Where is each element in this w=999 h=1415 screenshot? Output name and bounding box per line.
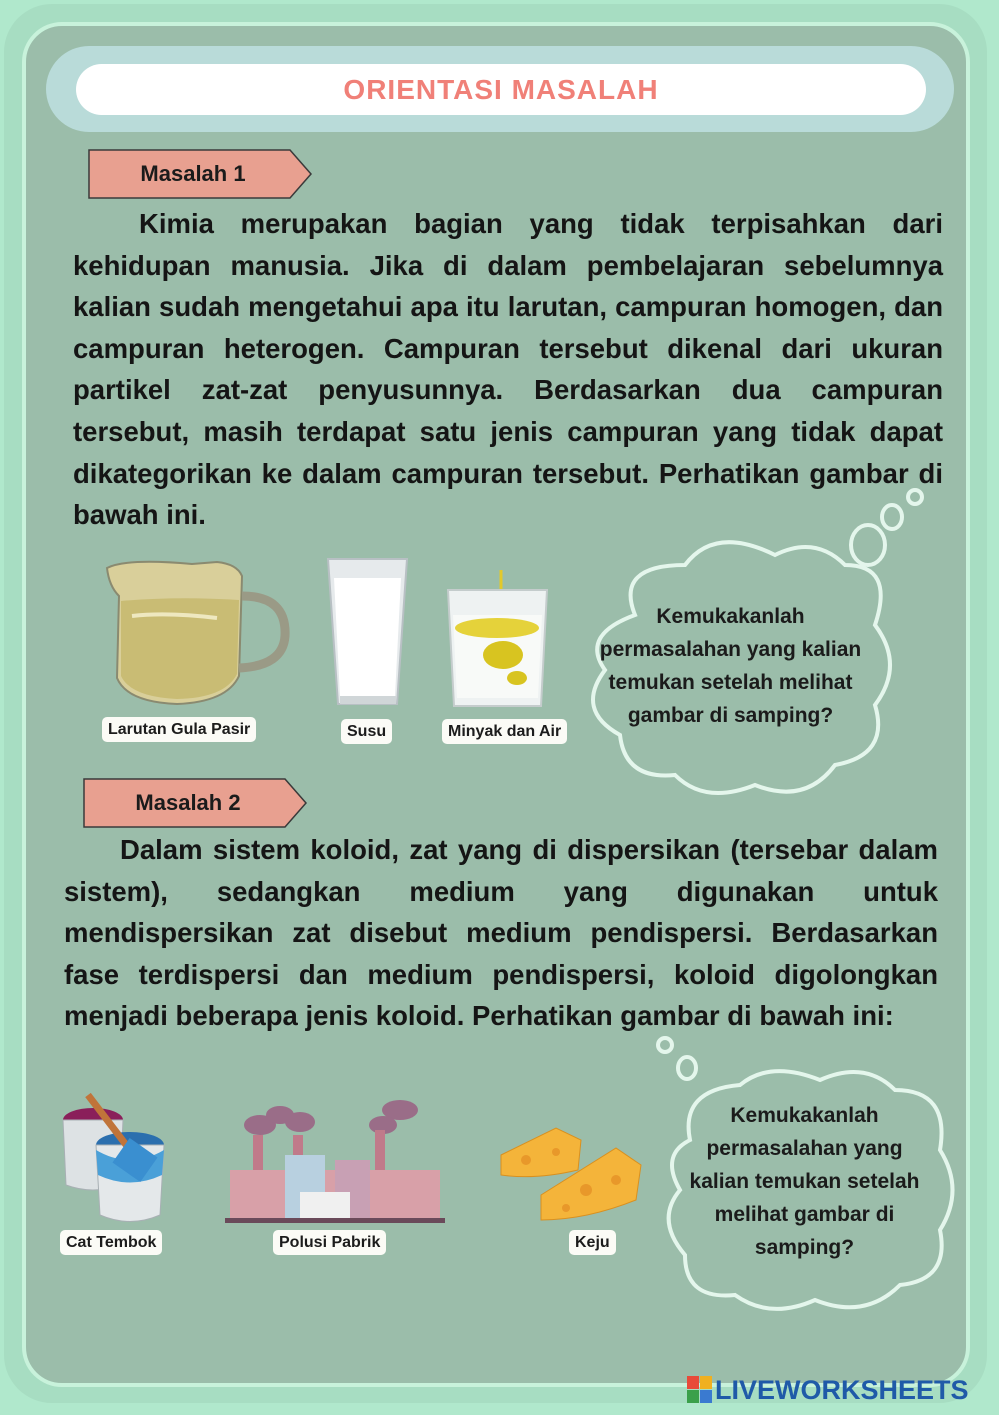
cheese-image bbox=[496, 1120, 646, 1235]
caption-factory-pollution: Polusi Pabrik bbox=[273, 1230, 386, 1255]
liveworksheets-logo bbox=[687, 1375, 987, 1405]
caption-milk: Susu bbox=[341, 719, 392, 744]
wall-paint-image bbox=[60, 1090, 175, 1230]
factory-pollution-image bbox=[225, 1100, 445, 1230]
caption-sugar-solution: Larutan Gula Pasir bbox=[102, 717, 256, 742]
title-pill bbox=[76, 64, 926, 115]
page-title: ORIENTASI MASALAH bbox=[343, 74, 659, 105]
caption-cheese: Keju bbox=[569, 1230, 616, 1255]
problem-2-tag bbox=[83, 778, 308, 828]
problem-1-tag bbox=[88, 149, 313, 199]
problem-2-paragraph: Dalam sistem koloid, zat yang di dispersikan (tersebar dalam sistem), sedangkan medium yang digunakan untuk mendispersikan zat disebut medium pendispersi. Berdasarkan fase terdispersi dan medium pendispersi, koloid digolongkan menjadi beberapa jenis koloid. Perhatikan gambar di bawah ini: bbox=[64, 834, 938, 1032]
oil-water-glass-image bbox=[445, 570, 550, 715]
problem-1-paragraph: Kimia merupakan bagian yang tidak terpisahkan dari kehidupan manusia. Jika di dalam pembelajaran sebelumnya kalian sudah mengetahui apa itu larutan, campuran homogen, dan campuran heterogen. Campuran tersebut dikenal dari ukuran partikel zat-zat penyusunnya. Berdasarkan dua campuran tersebut, masih terdapat satu jenis campuran yang tidak dapat dikategorikan ke dalam campuran tersebut. Perhatikan gambar di bawah ini. bbox=[73, 208, 943, 531]
liveworksheets-icon bbox=[687, 1376, 713, 1404]
thought-cloud-2-text: Kemukakanlah permasalahan yang kalian temukan setelah melihat gambar di samping? bbox=[689, 1104, 920, 1259]
caption-wall-paint: Cat Tembok bbox=[60, 1230, 162, 1255]
milk-glass-image bbox=[325, 556, 410, 716]
problem-2-tag-label: Masalah 2 bbox=[135, 790, 241, 815]
sugar-solution-image bbox=[97, 556, 292, 711]
thought-cloud-1-text: Kemukakanlah permasalahan yang kalian temukan setelah melihat gambar di samping? bbox=[599, 605, 862, 727]
liveworksheets-wordmark: LIVEWORKSHEETS bbox=[715, 1375, 969, 1405]
problem-1-tag-label: Masalah 1 bbox=[140, 161, 246, 186]
caption-oil-water: Minyak dan Air bbox=[442, 719, 567, 744]
